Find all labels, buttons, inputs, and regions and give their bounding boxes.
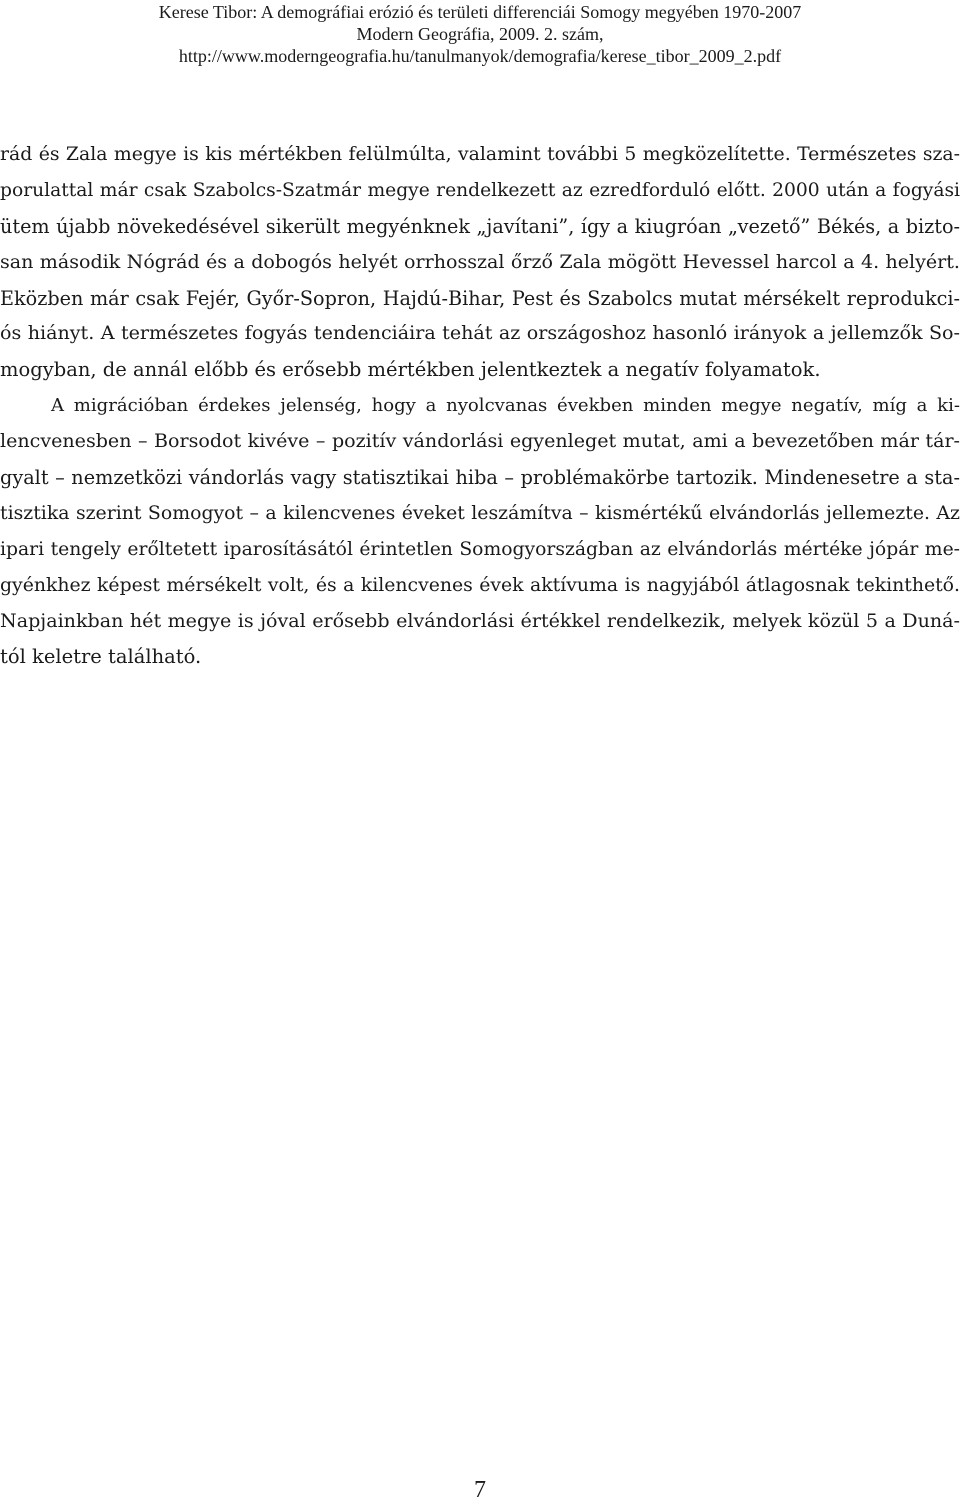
text-line: gyalt – nemzetközi vándorlás vagy statisztikai hiba – problémakörbe tartozik. Mindenesetre a sta- — [0, 466, 960, 490]
text-line: porulattal már csak Szabolcs-Szatmár megye rendelkezett az ezredforduló előtt. 2000 után a fogyási — [0, 179, 960, 201]
text-line: tisztika szerint Somogyot – a kilencvenes éveket leszámítva – kismértékű elvándorlás jellemezte. Az — [0, 501, 960, 524]
text-line: rád és Zala megye is kis mértékben felülmúlta, valamint további 5 megközelítette. Természetes sza- — [0, 144, 960, 165]
text-line: mogyban, de annál előbb és erősebb mértékben jelentkeztek a negatív folyamatok. — [0, 358, 821, 382]
text-line: ós hiányt. A természetes fogyás tendenciáira tehát az országoshoz hasonló irányok a jellemzők So- — [0, 322, 960, 345]
text-line: lencvenesben – Borsodot kivéve – pozitív vándorlási egyenleget mutat, ami a bevezetőben már tár- — [0, 430, 960, 453]
text-line: ipari tengely erőltetett iparosításától érintetlen Somogyországban az elvándorlás mértéke jópár me- — [0, 538, 960, 560]
page-number: 7 — [474, 1477, 486, 1503]
text-line: Napjainkban hét megye is jóval erősebb elvándorlási értékkel rendelkezik, melyek közül 5 a Duná- — [0, 609, 960, 632]
paragraph-2 — [0, 388, 960, 675]
running-header — [0, 0, 960, 67]
header-url-line: http://www.moderngeografia.hu/tanulmanyok/demografia/kerese_tibor_2009_2.pdf — [178, 46, 782, 66]
paragraph-1 — [0, 137, 960, 388]
text-line: A migrációban érdekes jelenség, hogy a nyolcvanas években minden megye negatív, míg a ki- — [51, 395, 960, 417]
header-title-line: Kerese Tibor: A demográfiai erózió és területi differenciái Somogy megyében 1970-2007 — [158, 2, 802, 22]
text-line: gyénkhez képest mérsékelt volt, és a kilencvenes évek aktívuma is nagyjából átlagosnak tekinthető. — [0, 574, 960, 596]
header-journal-line: Modern Geográfia, 2009. 2. szám, — [356, 24, 604, 44]
article-body — [0, 137, 960, 675]
text-line: Eközben már csak Fejér, Győr-Sopron, Hajdú-Bihar, Pest és Szabolcs mutat mérsékelt reprodukci- — [0, 286, 960, 310]
text-line: ütem újabb növekedésével sikerült megyénknek „javítani”, így a kiugróan „vezető” Békés, a bizto- — [0, 214, 960, 238]
text-line: tól keletre található. — [0, 645, 202, 669]
text-line: san második Nógrád és a dobogós helyét orrhosszal őrző Zala mögött Hevessel harcol a 4. helyért. — [0, 250, 960, 273]
